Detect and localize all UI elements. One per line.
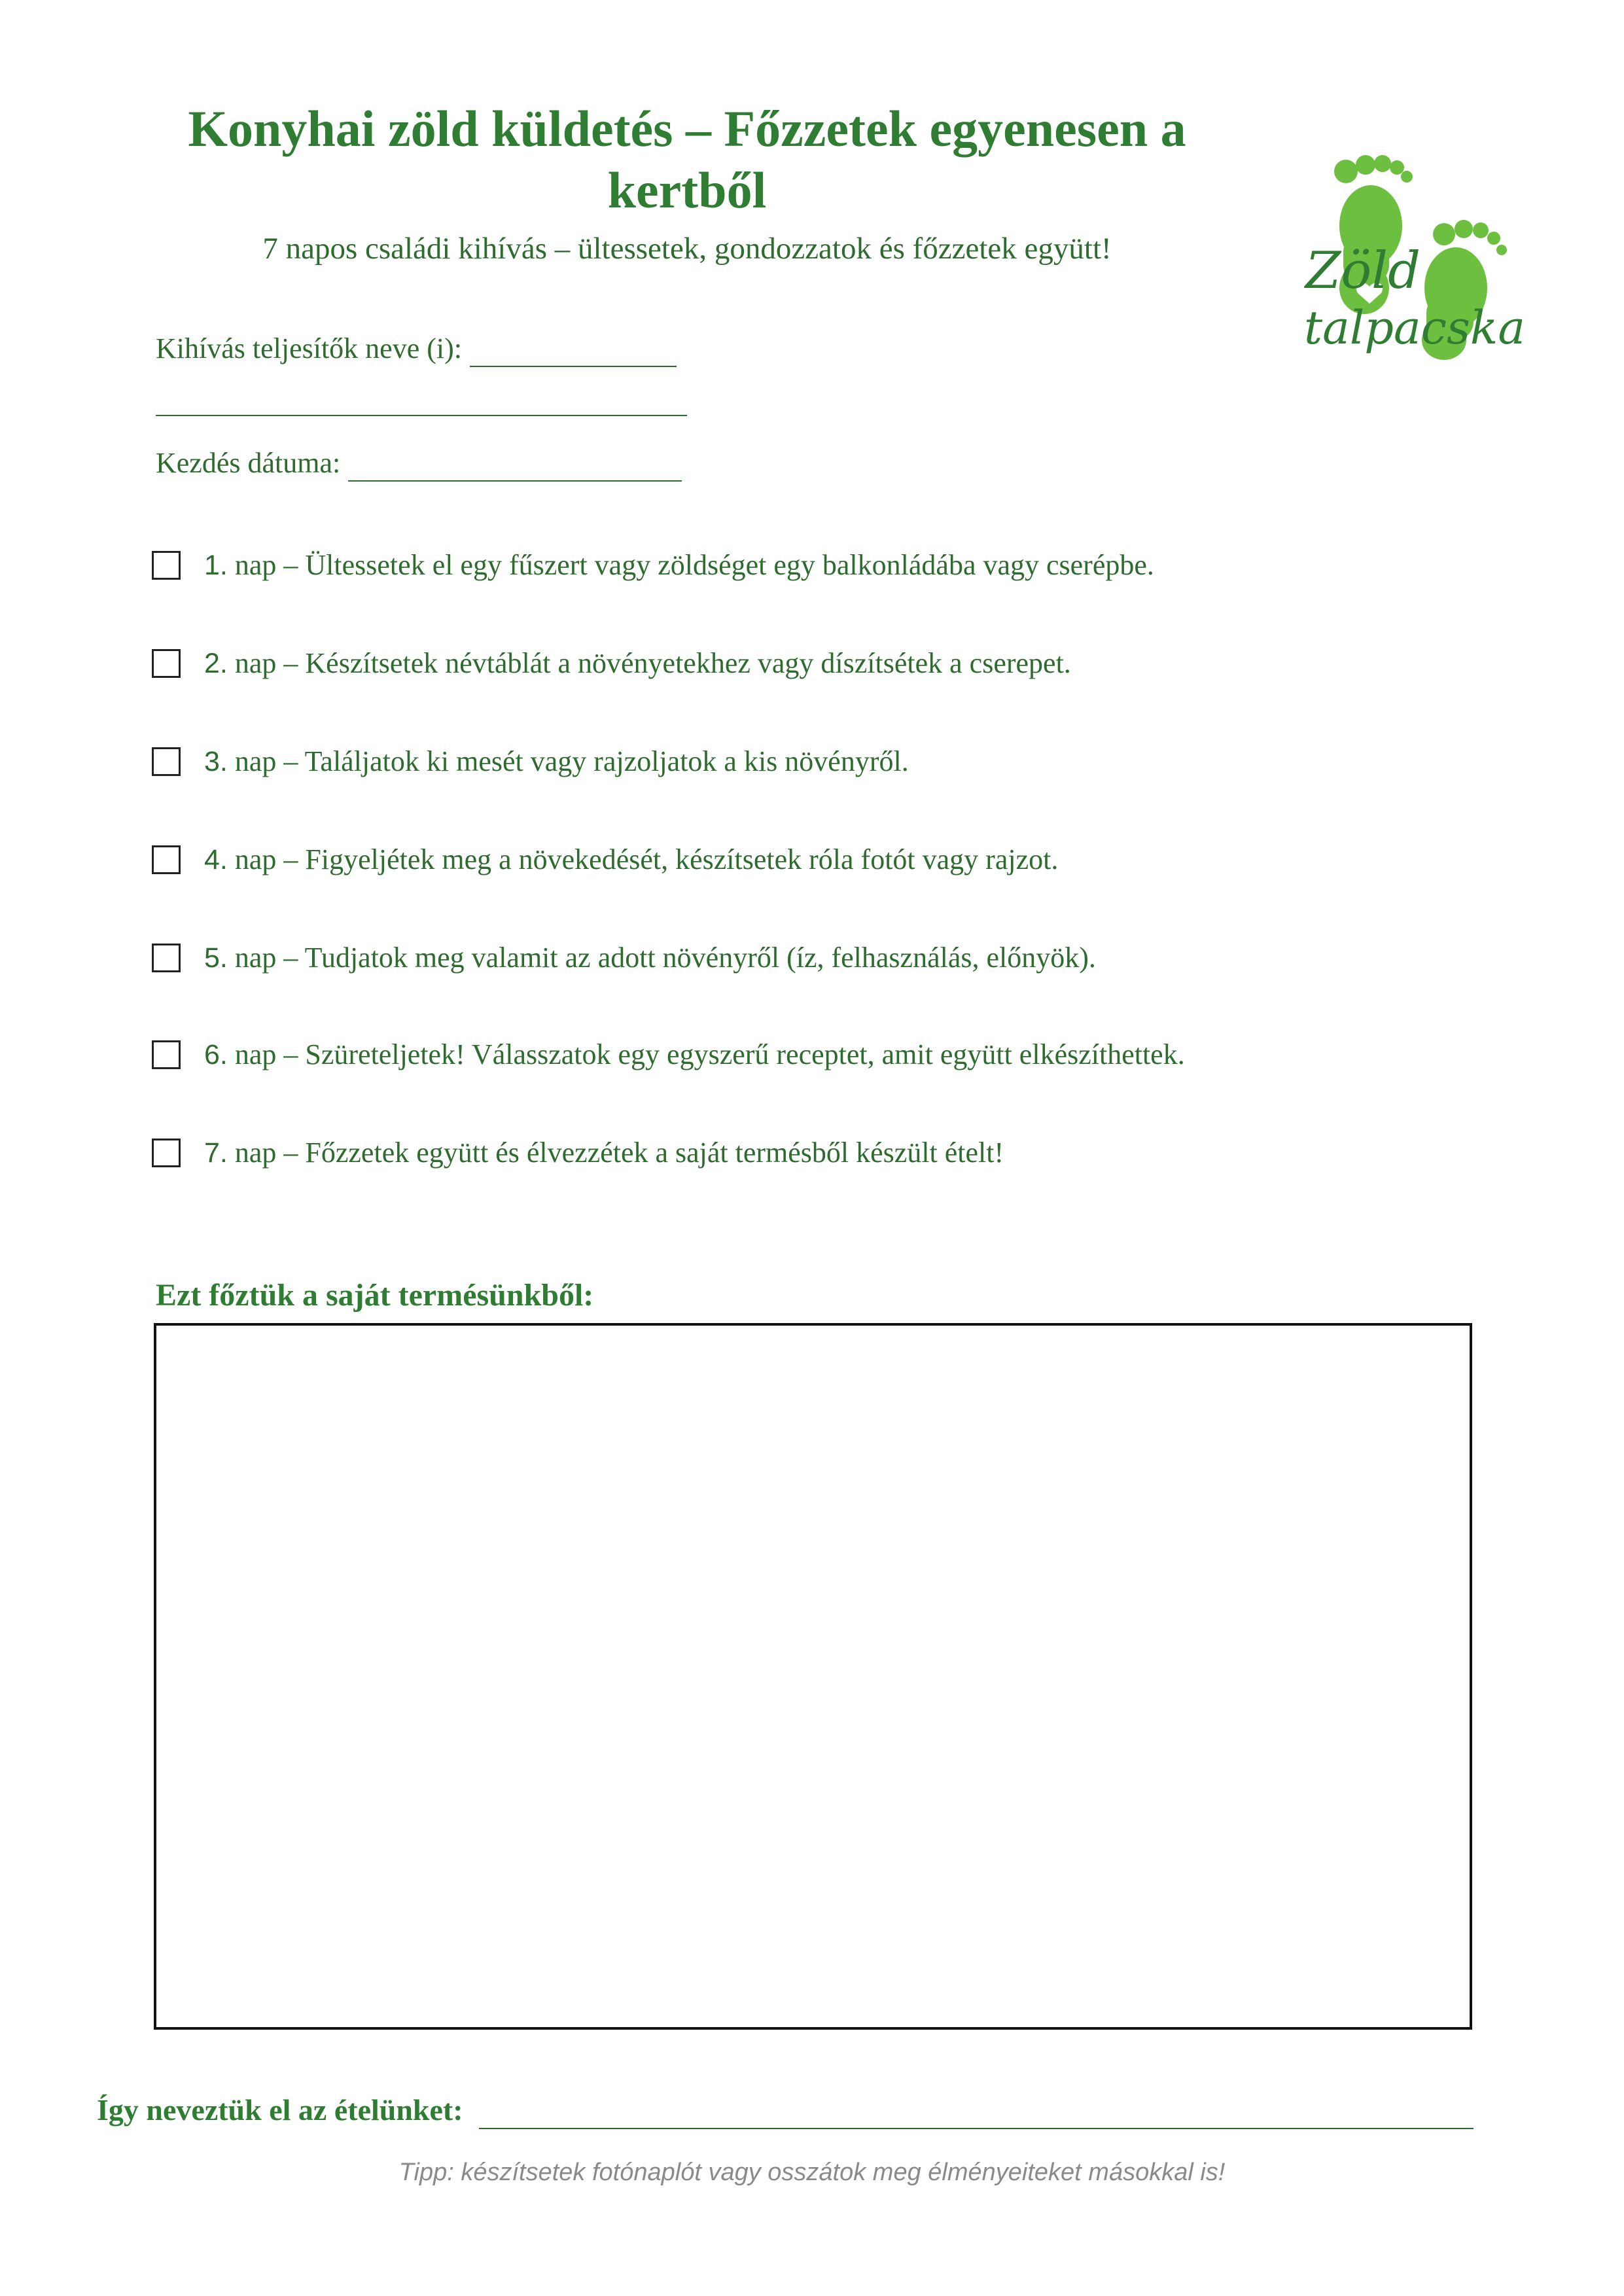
task-text-6: [204, 1036, 1185, 1073]
task-label-2: nap – Készítsetek névtáblát a növényetekhez vagy díszítsétek a cserepet.: [227, 647, 1071, 679]
zold-talpacska-logo: [1292, 92, 1541, 373]
task-text-5: [204, 940, 1096, 976]
task-day-1: [152, 546, 1154, 585]
task-day-7: [152, 1133, 1004, 1173]
tip-text: Tipp: készítsetek fotónaplót vagy osszátok meg élményeiteket másokkal is!: [398, 2159, 1226, 2186]
green-footprints-icon: [1292, 92, 1541, 373]
task-text-7: [204, 1135, 1004, 1171]
task-label-3: nap – Találjatok ki mesét vagy rajzoljatok a kis növényről.: [227, 745, 909, 777]
task-number-3: 3.: [204, 746, 228, 777]
dish-name-blank[interactable]: [479, 2098, 1474, 2129]
task-text-4: [204, 841, 1058, 878]
cooked-dish-drawing-box[interactable]: [154, 1323, 1472, 2030]
task-text-2: [204, 645, 1071, 682]
start-date-field: [156, 445, 682, 482]
task-checkbox-5[interactable]: [152, 944, 181, 972]
task-number-6: 6.: [204, 1039, 228, 1070]
dish-name-field: [97, 2091, 1474, 2129]
task-text-1: [204, 547, 1154, 584]
task-number-4: 4.: [204, 844, 228, 875]
task-checkbox-1[interactable]: [152, 551, 181, 580]
dish-name-label: Így neveztük el az ételünket:: [97, 2093, 463, 2127]
logo-text-zold: Zöld: [1305, 241, 1421, 300]
task-label-1: nap – Ültessetek el egy fűszert vagy zöldséget egy balkonládába vagy cserépbe.: [227, 549, 1154, 581]
task-day-6: [152, 1035, 1185, 1074]
names-blank-2[interactable]: [156, 386, 687, 416]
task-label-6: nap – Szüreteljetek! Válasszatok egy egyszerű receptet, amit együtt elkészíthettek.: [227, 1038, 1185, 1070]
task-checkbox-6[interactable]: [152, 1040, 181, 1069]
start-date-label: Kezdés dátuma:: [156, 447, 341, 479]
task-label-4: nap – Figyeljétek meg a növekedését, készítsetek róla fotót vagy rajzot.: [227, 843, 1059, 875]
task-day-2: [152, 644, 1071, 683]
task-text-3: [204, 743, 909, 780]
start-date-blank[interactable]: [348, 451, 682, 482]
task-day-4: [152, 840, 1058, 879]
task-label-7: nap – Főzzetek együtt és élvezzétek a saját termésből készült ételt!: [227, 1137, 1004, 1169]
page-subtitle: 7 napos családi kihívás – ültessetek, gondozzatok és főzzetek együtt!: [262, 232, 1112, 266]
task-checkbox-3[interactable]: [152, 747, 181, 776]
task-label-5: nap – Tudjatok meg valamit az adott növényről (íz, felhasználás, előnyök).: [227, 942, 1096, 974]
task-number-5: 5.: [204, 942, 228, 974]
task-checkbox-7[interactable]: [152, 1139, 181, 1167]
task-day-5: [152, 938, 1096, 978]
task-checkbox-4[interactable]: [152, 845, 181, 874]
task-number-7: 7.: [204, 1137, 228, 1169]
task-number-2: 2.: [204, 648, 228, 679]
names-label: Kihívás teljesítők neve (i):: [156, 332, 462, 364]
page-title: Konyhai zöld küldetés – Főzzetek egyenesen a kertből: [188, 100, 1186, 219]
task-number-1: 1.: [204, 550, 228, 581]
names-field: [156, 330, 677, 367]
task-checkbox-2[interactable]: [152, 649, 181, 678]
task-day-3: [152, 742, 909, 781]
logo-text-talpacska: talpacska: [1304, 301, 1526, 355]
cooked-section-heading: Ezt főztük a saját termésünkből:: [156, 1278, 594, 1313]
names-blank-1[interactable]: [470, 337, 677, 367]
names-field-continued: [156, 386, 687, 416]
